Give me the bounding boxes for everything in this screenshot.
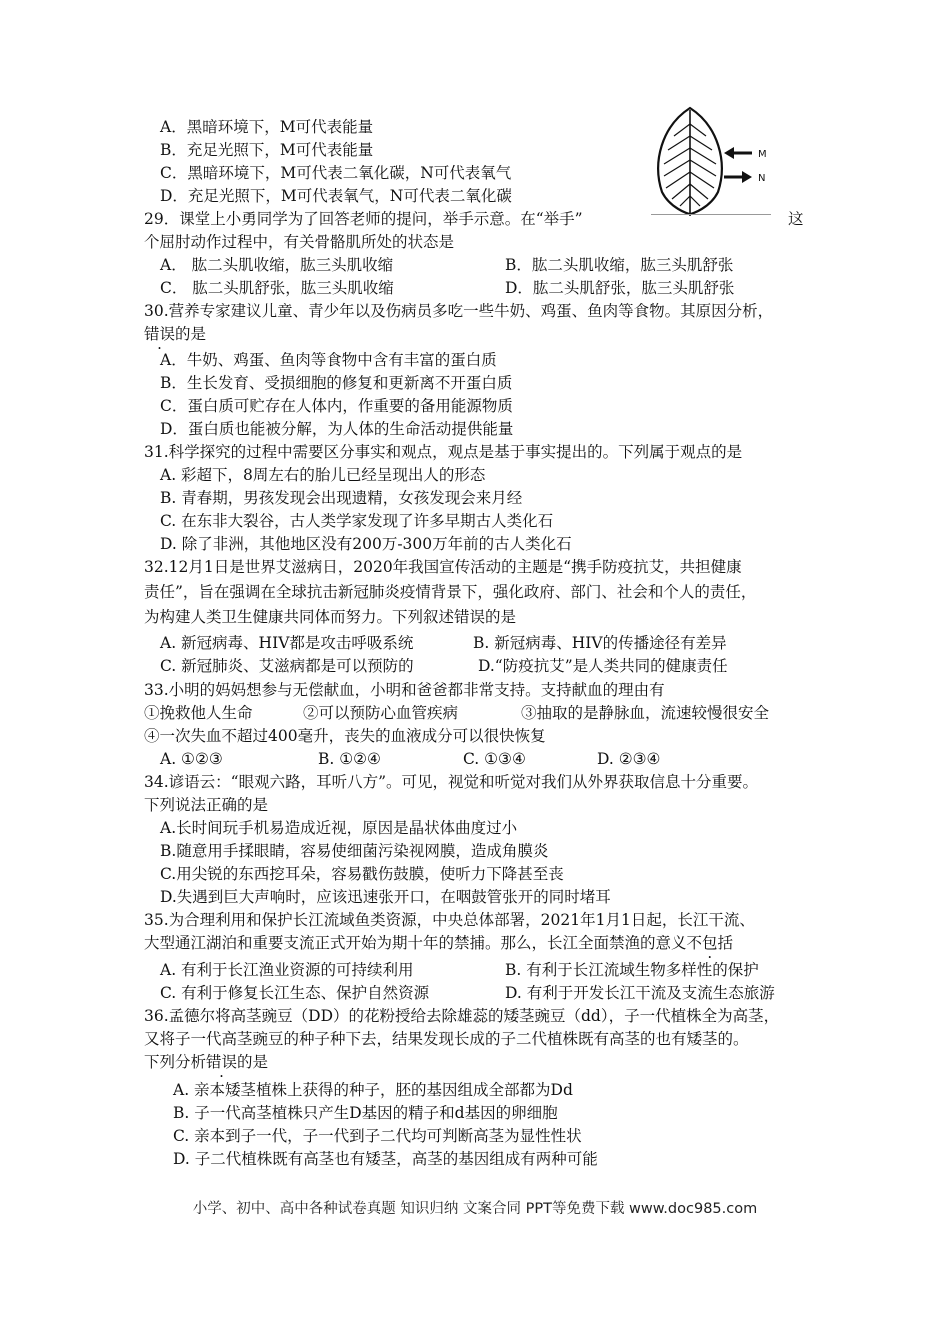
q32-stem-3: 为构建人类卫生健康共同体而努力。下列叙述错误的是 <box>144 608 517 626</box>
q35-option-d: D. 有利于开发长江干流及支流生态旅游 <box>505 984 775 1002</box>
q32-stem-2: 责任”，旨在强调在全球抗击新冠肺炎疫情背景下，强化政府、部门、社会和个人的责任， <box>144 583 757 601</box>
q33-reason-2: ②可以预防心血管疾病 <box>303 704 459 722</box>
q29-stem-underline <box>651 214 771 215</box>
q29-option-a: A． 肱二头肌收缩，肱三头肌收缩 <box>160 256 394 274</box>
q35-option-c: C. 有利于修复长江生态、保护自然资源 <box>160 984 430 1002</box>
q31-option-c: C. 在东非大裂谷，古人类学家发现了许多早期古人类化石 <box>160 512 554 530</box>
q31-option-a: A. 彩超下，8周左右的胎儿已经呈现出人的形态 <box>160 466 486 484</box>
q34-stem-1: 34.谚语云：“眼观六路，耳听八方”。可见，视觉和听觉对我们从外界获取信息十分重要。 <box>144 773 759 791</box>
label-n: N <box>758 173 766 184</box>
q34-option-a: A.长时间玩手机易造成近视，原因是晶状体曲度过小 <box>160 819 518 837</box>
q31-option-b: B. 青春期，男孩发现会出现遗精，女孩发现会来月经 <box>160 489 523 507</box>
q33-reason-3: ③抽取的是静脉血，流速较慢很安全 <box>521 704 770 722</box>
q35-stem-2 <box>144 933 733 953</box>
q34-option-d: D.失遇到巨大声响时，应该迅速张开口，在咽鼓管张开的同时堵耳 <box>160 888 611 906</box>
q29-stem-2: 个屈肘动作过程中，有关骨骼肌所处的状态是 <box>144 233 455 251</box>
q35-option-a: A. 有利于长江渔业资源的可持续利用 <box>160 961 414 979</box>
q36-stem-3-c: 的是 <box>237 1053 269 1071</box>
q30-option-a: A．牛奶、鸡蛋、鱼肉等食物中含有丰富的蛋白质 <box>160 351 497 369</box>
q31-option-d: D. 除了非洲，其他地区没有200万-300万年前的古人类化石 <box>160 535 572 553</box>
q30-option-c: C．蛋白质可贮存在人体内，作重要的备用能源物质 <box>160 397 513 415</box>
arrow-m-icon <box>724 147 752 159</box>
q29-stem-end: 这 <box>788 210 804 228</box>
q33-reason-1: ①挽救他人生命 <box>144 704 253 722</box>
q34-stem-2: 下列说法正确的是 <box>144 796 269 814</box>
q30-stem-2 <box>144 324 206 344</box>
q33-option-d: D. ②③④ <box>597 750 661 768</box>
q35-stem-1: 35.为合理利用和保护长江流域鱼类资源，中央总体部署，2021年1月1日起，长江干流、 <box>144 911 755 929</box>
q33-option-c: C. ①③④ <box>463 750 526 768</box>
q33-option-b: B. ①②④ <box>318 750 381 768</box>
q32-option-a: A. 新冠病毒、HIV都是攻击呼吸系统 <box>160 634 414 652</box>
q30-stem-1: 30.营养专家建议儿童、青少年以及伤病员多吃一些牛奶、鸡蛋、鱼肉等食物。其原因分析， <box>144 302 774 320</box>
emphasis-mark: 错误 <box>206 1053 238 1071</box>
q32-option-d: D.“防疫抗艾”是人类共同的健康责任 <box>478 657 728 675</box>
q29-option-c: C． 肱二头肌舒张，肱三头肌收缩 <box>160 279 394 297</box>
q30-stem-2-rest: 的是 <box>175 325 207 343</box>
emphasis-mark: 错误 <box>144 325 176 343</box>
emphasis-mark: 不包括 <box>686 934 734 952</box>
q32-option-c: C. 新冠肺炎、艾滋病都是可以预防的 <box>160 657 414 675</box>
q36-stem-3 <box>144 1052 268 1072</box>
q36-stem-3-a: 下列分析 <box>144 1053 207 1071</box>
q36-stem-2: 又将子一代高茎豌豆的种子种下去，结果发现长成的子二代植株既有高茎的也有矮茎的。 <box>144 1030 749 1048</box>
q29-option-b: B．肱二头肌收缩，肱三头肌舒张 <box>505 256 734 274</box>
q33-option-a: A. ①②③ <box>160 750 223 768</box>
q29-stem-1: 29．课堂上小勇同学为了回答老师的提问，举手示意。在“举手” <box>144 210 583 228</box>
q30-option-b: B．生长发育、受损细胞的修复和更新离不开蛋白质 <box>160 374 513 392</box>
q28-option-a: A．黑暗环境下，M可代表能量 <box>160 118 374 136</box>
q36-option-c: C. 亲本到子一代，子一代到子二代均可判断高茎为显性性状 <box>173 1127 582 1145</box>
q28-option-b: B．充足光照下，M可代表能量 <box>160 141 374 159</box>
q36-option-b: B. 子一代高茎植株只产生D基因的精子和d基因的卵细胞 <box>173 1104 558 1122</box>
footer-link-text: 小学、初中、高中各种试卷真题 知识归纳 文案合同 PPT等免费下载 www.doc985.com <box>192 1201 758 1217</box>
label-m: M <box>758 149 767 160</box>
q28-option-c: C．黑暗环境下，M可代表二氧化碳，N可代表氧气 <box>160 164 512 182</box>
arrow-n-icon <box>724 171 752 183</box>
q35-option-b: B. 有利于长江流域生物多样性的保护 <box>505 961 759 979</box>
q32-stem-1: 32.12月1日是世界艾滋病日，2020年我国宣传活动的主题是“携手防疫抗艾，共担健康 <box>144 558 742 576</box>
q31-stem: 31.科学探究的过程中需要区分事实和观点，观点是基于事实提出的。下列属于观点的是 <box>144 443 743 461</box>
q28-option-d: D．充足光照下，M可代表氧气，N可代表二氧化碳 <box>160 187 512 205</box>
q36-option-d: D. 子二代植株既有高茎也有矮茎，高茎的基因组成有两种可能 <box>173 1150 598 1168</box>
q36-stem-1: 36.孟德尔将高茎豌豆（DD）的花粉授给去除雄蕊的矮茎豌豆（dd），子一代植株全为高茎， <box>144 1007 780 1025</box>
q34-option-b: B.随意用手揉眼睛，容易使细菌污染视网膜，造成角膜炎 <box>160 842 549 860</box>
leaf-diagram <box>640 104 780 216</box>
q36-option-a: A. 亲本矮茎植株上获得的种子，胚的基因组成全部都为Dd <box>173 1081 573 1099</box>
q33-stem: 33.小明的妈妈想参与无偿献血，小明和爸爸都非常支持。支持献血的理由有 <box>144 681 665 699</box>
q33-reason-4: ④一次失血不超过400毫升，丧失的血液成分可以很快恢复 <box>144 727 546 745</box>
q34-option-c: C.用尖锐的东西挖耳朵，容易戳伤鼓膜，使听力下降甚至丧 <box>160 865 564 883</box>
q32-option-b: B. 新冠病毒、HIV的传播途径有差异 <box>473 634 727 652</box>
q35-stem-2-text: 大型通江湖泊和重要支流正式开始为期十年的禁捕。那么，长江全面禁渔的意义 <box>144 934 687 952</box>
q30-option-d: D．蛋白质也能被分解，为人体的生命活动提供能量 <box>160 420 514 438</box>
q29-option-d: D．肱二头肌舒张，肱三头肌舒张 <box>505 279 735 297</box>
